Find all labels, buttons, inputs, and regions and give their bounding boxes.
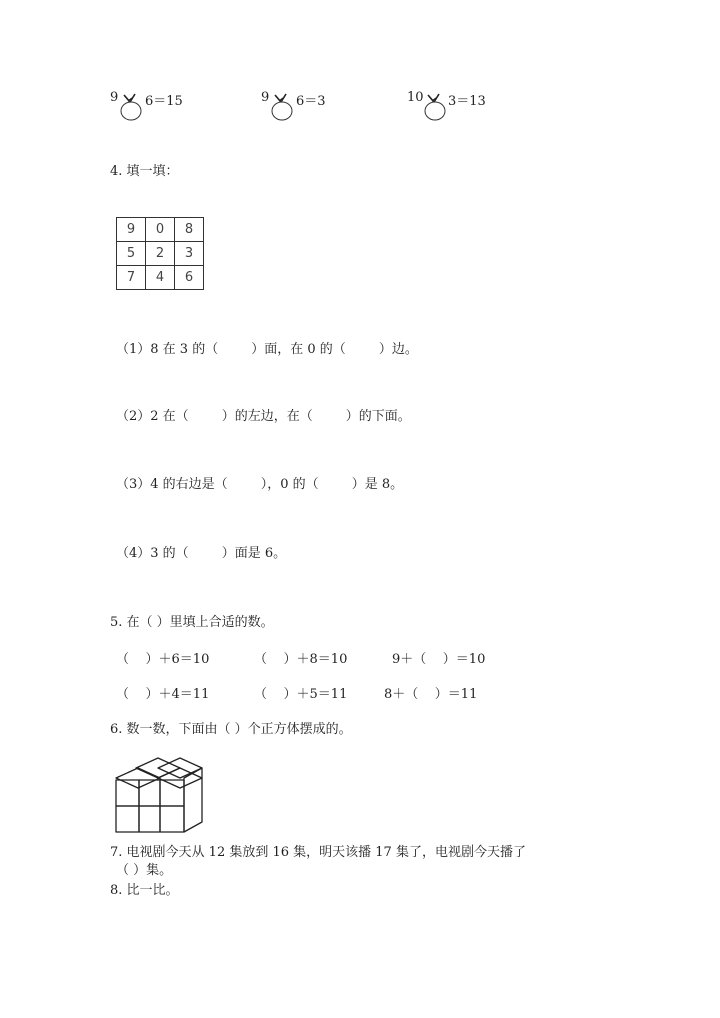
q5-equation: （ ）＋6＝10 [116,652,210,667]
grid-cell: 4 [146,266,175,290]
cube-stack-figure [108,754,212,838]
q7-line-2: （ ）集。 [116,863,173,878]
grid-cell: 5 [117,242,146,266]
grid-cell: 8 [175,218,204,242]
q5-title: 5. 在（ ）里填上合适的数。 [110,615,274,630]
q5-equation: 8＋（ ）＝11 [384,687,478,702]
equation-right: 6＝3 [296,94,326,109]
q4-item-2: （2）2 在（ ）的左边，在（ ）的下面。 [116,409,411,424]
equation-right: 3＝13 [448,94,486,109]
grid-cell: 9 [117,218,146,242]
equation-left: 9 [110,90,119,105]
q5-equation: （ ）＋4＝11 [116,687,210,702]
q4-item-1: （1）8 在 3 的（ ）面，在 0 的（ ）边。 [116,342,418,357]
apple-equation-3 [407,90,497,124]
q5-equation: （ ）＋5＝11 [254,687,348,702]
grid-cell: 2 [146,242,175,266]
q4-item-3: （3）4 的右边是（ ），0 的（ ）是 8。 [116,477,404,492]
q5-equation: （ ）＋8＝10 [254,652,348,667]
apple-equation-1 [110,90,190,124]
equation-left: 10 [407,90,424,105]
apple-icon [269,92,297,124]
q5-equation: 9＋（ ）＝10 [392,652,486,667]
q6-title: 6. 数一数，下面由（ ）个正方体摆成的。 [110,722,352,737]
q7-line-1: 7. 电视剧今天从 12 集放到 16 集，明天该播 17 集了，电视剧今天播了 [110,845,526,860]
apple-icon [422,92,450,124]
q4-title: 4. 填一填： [110,164,179,179]
grid-cell: 6 [175,266,204,290]
grid-cell: 7 [117,266,146,290]
apple-icon [118,92,146,124]
q4-item-4: （4）3 的（ ）面是 6。 [116,546,287,561]
apple-equation-2 [261,90,341,124]
grid-cell: 0 [146,218,175,242]
number-grid [116,217,204,290]
equation-right: 6＝15 [145,94,183,109]
q8-title: 8. 比一比。 [110,883,179,898]
grid-cell: 3 [175,242,204,266]
equation-left: 9 [261,90,270,105]
